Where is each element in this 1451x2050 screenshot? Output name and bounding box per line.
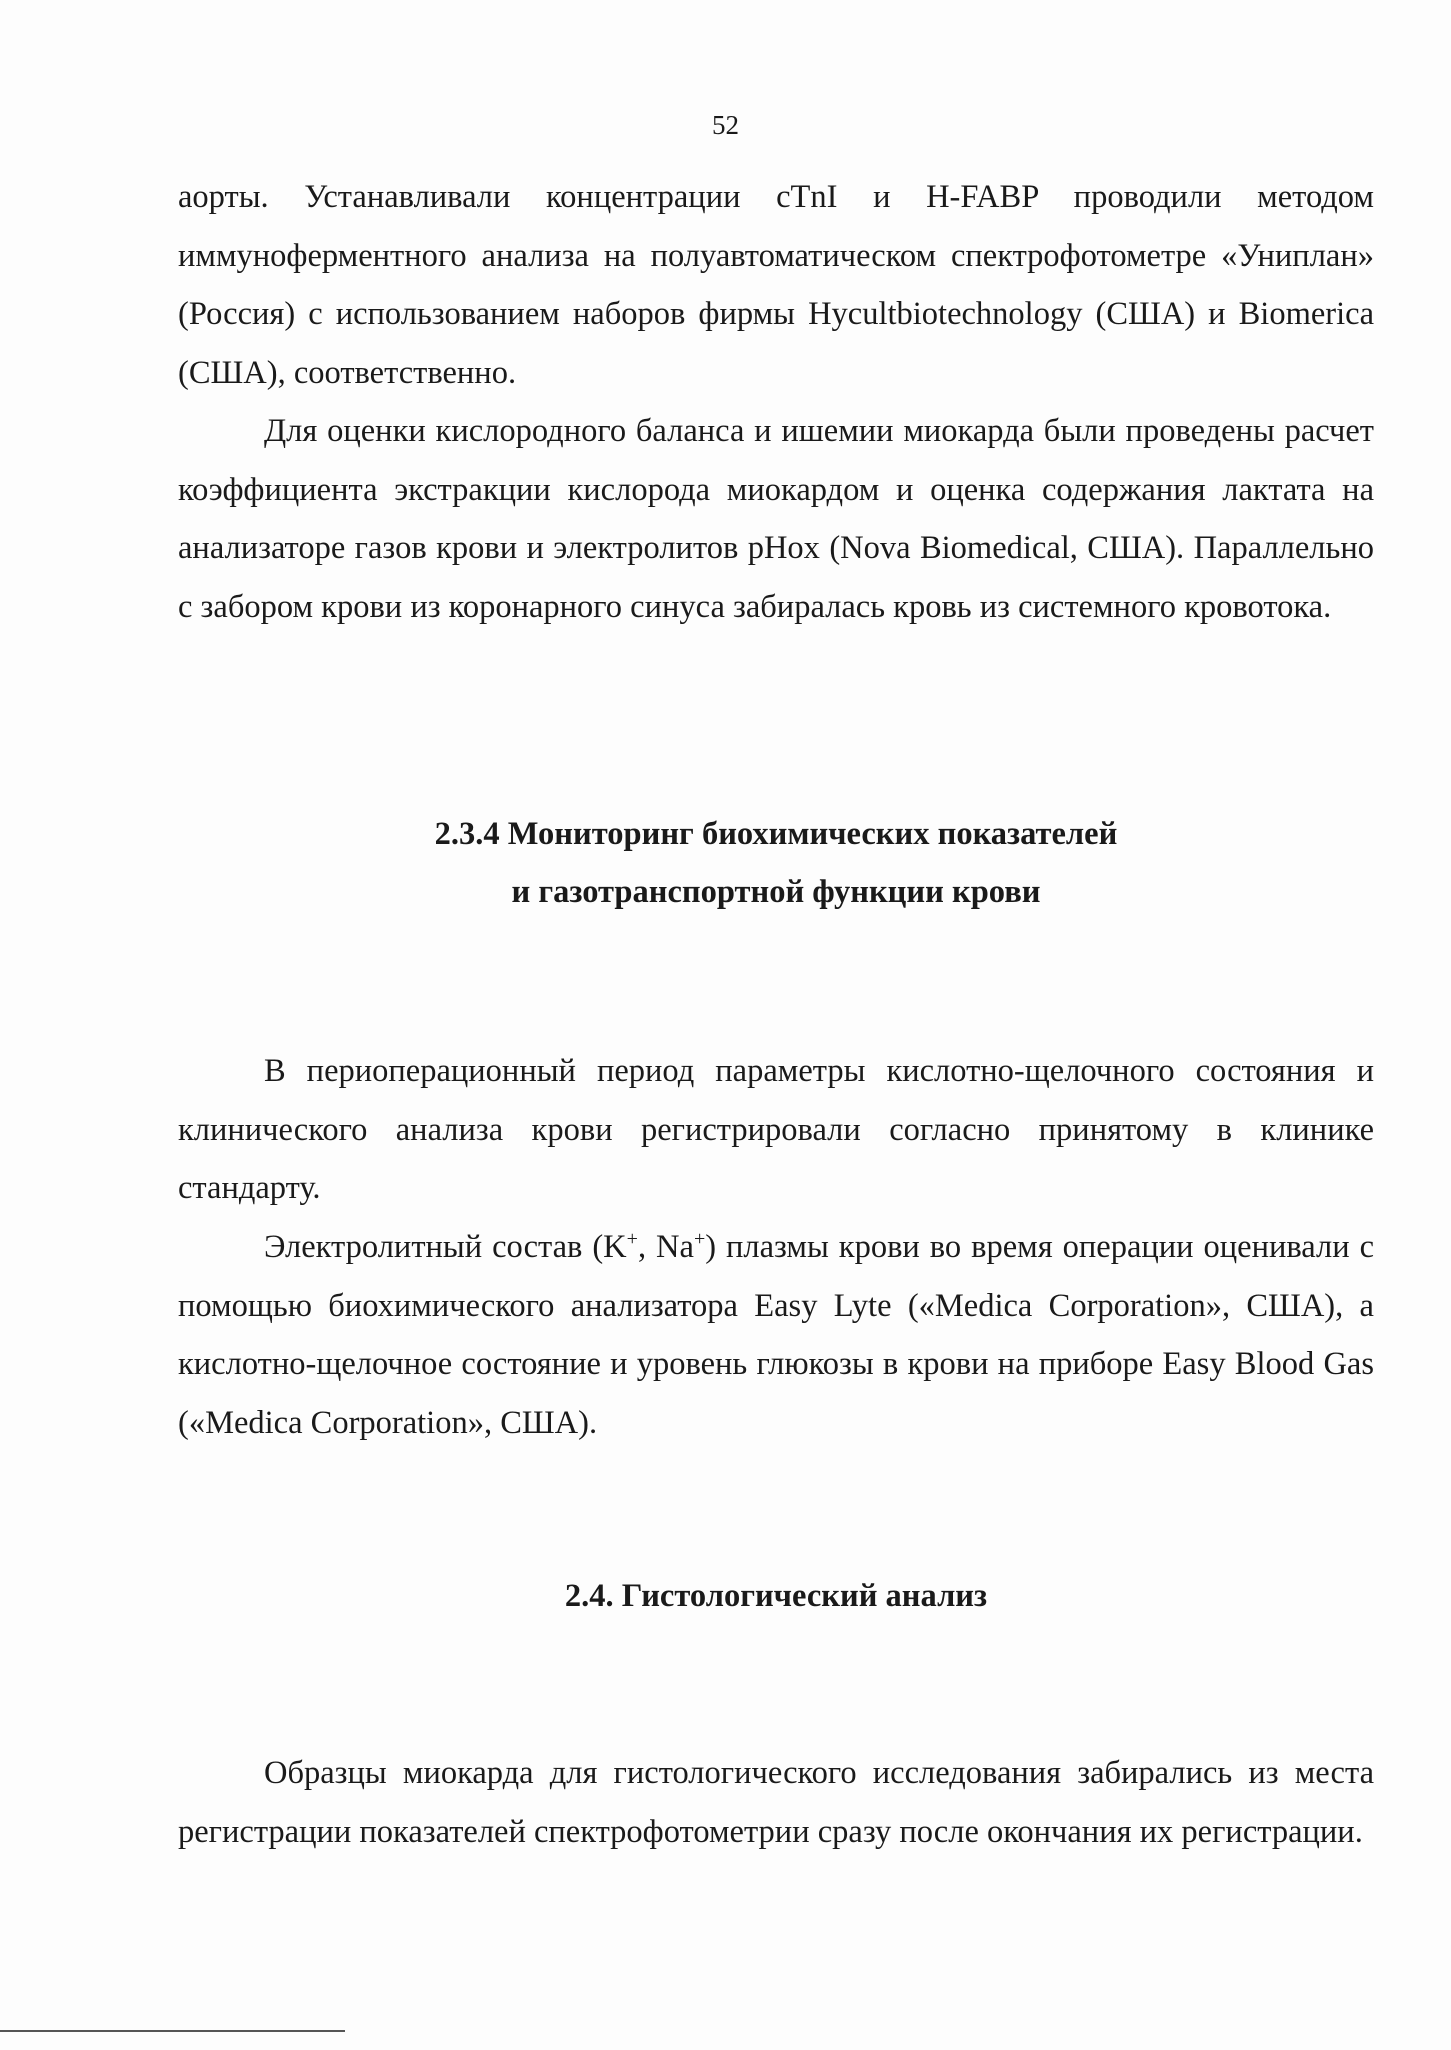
electrolytes-text-rest: ) плазмы крови во время операции оценивали с помощью биохимического анализатора Easy Lyte («Medica Corporation», США), а кислотно-щелочное состояние и уровень глюкозы в крови на приборе Easy Blood Gas («Medica Corporation», США). [178,1229,1375,1441]
electrolytes-text-sodium: , Na [637,1229,694,1265]
paragraph-perioperative: В периоперационный период параметры кислотно-щелочного состояния и клинического анализа крови регистрировали согласно принятому в клинике стандарту. [178,1053,1374,1206]
electrolytes-text-start: Электролитный состав (K [264,1229,627,1265]
potassium-superscript: + [626,1228,638,1251]
heading-section-2-3-4-line2: и газотранспортной функции крови [511,874,1041,910]
heading-section-2-3-4-line1: 2.3.4 Мониторинг биохимических показателей [434,816,1118,852]
paragraph-electrolytes [178,1218,1374,1452]
page-number: 52 [712,110,739,140]
paragraph-aorta-assay: аорты. Устанавливали концентрации cTnI и H-FABP проводили методом иммуноферментного анализа на полуавтоматическом спектрофотометре «Униплан» (Россия) с использованием наборов фирмы Hycultbiotechnology (США) и Biomerica (США), соответственно. [178,179,1374,391]
heading-section-2-3-4 [178,805,1374,921]
heading-section-2-4: 2.4. Гистологический анализ [564,1578,988,1614]
sodium-superscript: + [693,1228,706,1251]
paragraph-histology: Образцы миокарда для гистологического исследования забирались из места регистрации показателей спектрофотометрии сразу после окончания их регистрации. [178,1755,1374,1850]
bottom-divider [0,2030,345,2032]
paragraph-oxygen-balance: Для оценки кислородного баланса и ишемии миокарда были проведены расчет коэффициента экстракции кислорода миокардом и оценка содержания лактата на анализаторе газов крови и электролитов pHox (Nova Biomedical, США). Параллельно с забором крови из коронарного синуса забиралась кровь из системного кровотока. [178,413,1374,625]
